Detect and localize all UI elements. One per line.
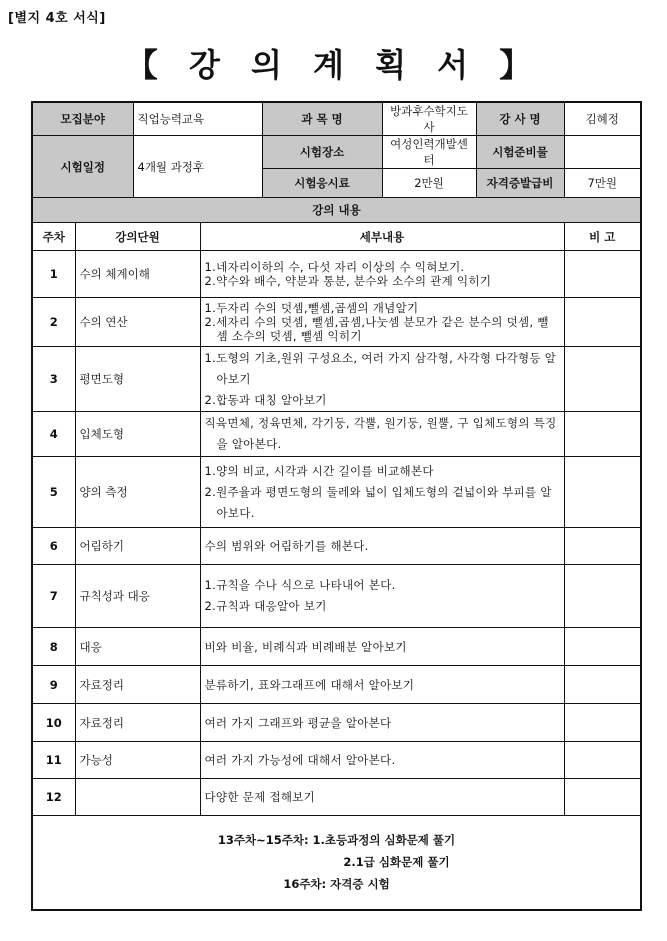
week-number: 2 [32,298,75,347]
detail-cell [200,412,564,457]
detail-line: 직육면체, 정육면체, 각기둥, 각뿔, 원기둥, 원뿔, 구 입체도형의 특징을 알아본다. [204,416,557,451]
cert-fee-label: 자격증발급비 [476,169,564,198]
detail-line: 2.합동과 대칭 알아보기 [204,392,327,407]
document-title: 【 강 의 계 획 서 】 [125,46,542,84]
detail-cell [200,565,564,628]
note-cell [564,742,641,779]
note-cell [564,457,641,528]
table-row [32,742,641,779]
detail-cell: 분류하기, 표와그래프에 대해서 알아보기 [200,666,564,704]
detail-line: 2.세자리 수의 덧셈, 뺄셈,곱셈,나눗셈 분모가 같은 분수의 덧셈, 뺄셈 소수의 덧셈, 뺄셈 익히기 [204,315,549,343]
cert-fee-value: 7만원 [564,169,641,198]
section-title: 강의 내용 [32,198,641,223]
table-row [32,704,641,742]
unit-name: 어림하기 [75,528,200,565]
detail-line: 1.두자리 수의 덧셈,뺄셈,곱셈의 개념알기 [204,301,419,315]
table-row [32,779,641,816]
table-row [32,528,641,565]
note-cell [564,565,641,628]
note-cell [564,298,641,347]
footer-notes [32,816,641,910]
info-row-1 [32,102,641,136]
form-number: [별지 4호 서식] [8,11,106,26]
unit-name: 대응 [75,628,200,666]
detail-cell: 여러 가지 그래프와 평균을 알아본다 [200,704,564,742]
table-row [32,298,641,347]
lecture-plan-table [31,101,642,911]
detail-cell: 수의 범위와 어림하기를 해본다. [200,528,564,565]
detail-cell: 비와 비율, 비례식과 비례배분 알아보기 [200,628,564,666]
note-cell [564,251,641,298]
fee-label: 시험응시료 [262,169,382,198]
prep-label: 시험준비물 [476,136,564,169]
unit-name: 규칙성과 대응 [75,565,200,628]
detail-cell [200,457,564,528]
table-row [32,666,641,704]
table-row [32,565,641,628]
place-value: 여성인력개발센터 [382,136,476,169]
week-number: 4 [32,412,75,457]
unit-name: 수의 연산 [75,298,200,347]
detail-cell [200,347,564,412]
detail-line: 2.원주율과 평면도형의 둘레와 넓이 입체도형의 겉넓이와 부피를 알아보다. [204,484,552,520]
table-row [32,628,641,666]
col-note: 비 고 [564,223,641,251]
note-cell [564,347,641,412]
note-cell [564,628,641,666]
table-row [32,347,641,412]
footer-line: 2.1급 심화문제 풀기 [343,855,450,870]
week-number: 1 [32,251,75,298]
section-title-row [32,198,641,223]
table-row [32,412,641,457]
unit-name: 자료정리 [75,666,200,704]
place-label: 시험장소 [262,136,382,169]
unit-name [75,779,200,816]
week-number: 3 [32,347,75,412]
schedule-value: 4개월 과정후 [133,136,262,198]
detail-cell: 다양한 문제 접해보기 [200,779,564,816]
week-number: 8 [32,628,75,666]
detail-cell: 여러 가지 가능성에 대해서 알아본다. [200,742,564,779]
instructor-label: 강 사 명 [476,102,564,136]
footer-line: 16주차: 자격증 시험 [283,877,390,892]
detail-line: 1.양의 비교, 시각과 시간 길이를 비교해본다 [204,463,434,478]
footer-row [32,816,641,910]
table-row [32,251,641,298]
col-unit: 강의단원 [75,223,200,251]
subject-label: 과 목 명 [262,102,382,136]
week-number: 11 [32,742,75,779]
note-cell [564,666,641,704]
instructor-value: 김혜정 [564,102,641,136]
field-label: 모집분야 [32,102,133,136]
unit-name: 평면도형 [75,347,200,412]
week-number: 7 [32,565,75,628]
week-number: 9 [32,666,75,704]
note-cell [564,528,641,565]
week-number: 6 [32,528,75,565]
fee-value: 2만원 [382,169,476,198]
week-number: 12 [32,779,75,816]
unit-name: 양의 측정 [75,457,200,528]
detail-line: 2.규칙과 대응알아 보기 [204,599,327,613]
col-week: 주차 [32,223,75,251]
unit-name: 수의 체계이해 [75,251,200,298]
prep-value [564,136,641,169]
unit-name: 입체도형 [75,412,200,457]
schedule-label: 시험일정 [32,136,133,198]
detail-line: 1.규칙을 수나 식으로 나타내어 본다. [204,578,396,592]
footer-line: 13주차~15주차: 1.초등과정의 심화문제 풀기 [217,833,456,848]
info-row-2 [32,136,641,169]
detail-line: 2.약수와 배수, 약분과 통분, 분수와 소수의 관계 익히기 [204,274,492,288]
week-number: 10 [32,704,75,742]
column-header-row [32,223,641,251]
note-cell [564,704,641,742]
unit-name: 가능성 [75,742,200,779]
week-number: 5 [32,457,75,528]
detail-cell [200,298,564,347]
col-detail: 세부내용 [200,223,564,251]
field-value: 직업능력교육 [133,102,262,136]
detail-line: 1.도형의 기초,원위 구성요소, 여러 가지 삼각형, 사각형 다각형등 알아보기 [204,350,557,386]
detail-line: 1.네자리이하의 수, 다섯 자리 이상의 수 익혀보기. [204,260,465,274]
note-cell [564,779,641,816]
detail-cell [200,251,564,298]
note-cell [564,412,641,457]
table-row [32,457,641,528]
unit-name: 자료정리 [75,704,200,742]
subject-value: 방과후수학지도사 [382,102,476,136]
